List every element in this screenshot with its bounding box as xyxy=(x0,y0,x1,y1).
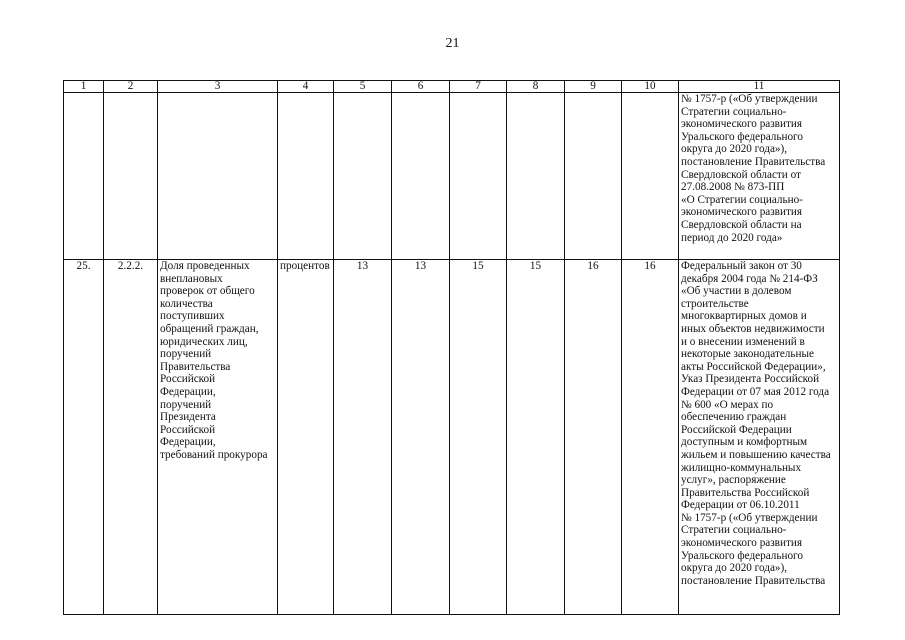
header-cell: 8 xyxy=(507,81,565,93)
value-cell: 15 xyxy=(450,260,507,615)
text-line: № 1757-р («Об утверждении xyxy=(681,511,818,524)
text-line: округа до 2020 года»), xyxy=(681,562,788,575)
text-line: обеспечению граждан xyxy=(681,411,787,424)
value-cell: 13 xyxy=(334,260,392,615)
header-cell: 11 xyxy=(679,81,840,93)
text-line: Стратегии социально- xyxy=(681,105,787,118)
text-line: строительстве xyxy=(681,297,749,310)
text-line: Стратегии социально- xyxy=(681,524,787,537)
cell-empty xyxy=(622,93,679,260)
text-line: Правительства xyxy=(160,360,231,373)
text-line: постановление Правительства xyxy=(681,574,826,587)
text-line: период до 2020 года» xyxy=(681,231,783,244)
value-cell: 15 xyxy=(507,260,565,615)
text-line: Президента xyxy=(160,411,216,424)
row-number-cell: 25. xyxy=(64,260,104,615)
header-cell: 7 xyxy=(450,81,507,93)
text-line: постановление Правительства xyxy=(681,155,826,168)
text-line: Правительства Российской xyxy=(681,486,810,499)
text-line: и о внесении изменений в xyxy=(681,335,805,348)
table-row-25 xyxy=(64,260,840,615)
header-row xyxy=(64,81,840,93)
header-cell: 10 xyxy=(622,81,679,93)
text-line: Федеральный закон от 30 xyxy=(681,260,802,272)
text-line: «Об участии в долевом xyxy=(681,285,792,298)
text-line: количества xyxy=(160,297,213,310)
text-line: поручений xyxy=(160,348,212,361)
text-line: поручений xyxy=(160,398,212,411)
text-line: округа до 2020 года»), xyxy=(681,143,788,156)
cell-empty xyxy=(104,93,158,260)
text-line: жильем и повышению качества xyxy=(681,448,831,461)
cell-empty xyxy=(392,93,450,260)
header-cell: 9 xyxy=(565,81,622,93)
text-line: юридических лиц, xyxy=(160,335,248,348)
cell-empty xyxy=(64,93,104,260)
text-line: обращений граждан, xyxy=(160,322,259,335)
text-line: жилищно-коммунальных xyxy=(681,461,802,474)
text-line: Российской Федерации xyxy=(681,423,792,436)
unit-cell: процентов xyxy=(278,260,334,615)
header-cell: 1 xyxy=(64,81,104,93)
value-cell: 16 xyxy=(622,260,679,615)
text-line: № 1757-р («Об утверждении xyxy=(681,93,818,105)
table-row-continuation xyxy=(64,93,840,260)
text-line: Федерации от 07 мая 2012 года xyxy=(681,385,830,398)
text-line: некоторые законодательные xyxy=(681,348,814,361)
text-line: требований прокурора xyxy=(160,448,268,461)
page-number: 21 xyxy=(445,36,460,51)
text-line: акты Российской Федерации», xyxy=(681,360,826,373)
value-cell: 13 xyxy=(392,260,450,615)
text-line: Федерации, xyxy=(160,436,216,449)
text-line: № 600 «О мерах по xyxy=(681,398,774,411)
text-line: Федерации, xyxy=(160,385,216,398)
header-cell: 5 xyxy=(334,81,392,93)
text-line: поступивших xyxy=(160,310,225,323)
header-cell: 3 xyxy=(158,81,278,93)
indicator-name-cell xyxy=(158,260,278,615)
cell-empty xyxy=(278,93,334,260)
text-line: Уральского федерального xyxy=(681,130,803,143)
header-cell: 6 xyxy=(392,81,450,93)
cell-empty xyxy=(334,93,392,260)
text-line: Российской xyxy=(160,373,216,386)
text-line: проверок от общего xyxy=(160,285,255,298)
text-line: услуг», распоряжение xyxy=(681,474,786,487)
text-line: экономического развития xyxy=(681,206,802,219)
text-line: экономического развития xyxy=(681,537,802,550)
text-line: многоквартирных домов и xyxy=(681,310,807,323)
text-line: Свердловской области на xyxy=(681,218,802,231)
text-line: Уральского федерального xyxy=(681,549,803,562)
text-line: Российской xyxy=(160,423,216,436)
text-line: 27.08.2008 № 873-ПП xyxy=(681,181,785,194)
cell-empty xyxy=(158,93,278,260)
value-cell: 16 xyxy=(565,260,622,615)
cell-empty xyxy=(450,93,507,260)
code-cell: 2.2.2. xyxy=(104,260,158,615)
header-cell: 4 xyxy=(278,81,334,93)
text-line: экономического развития xyxy=(681,118,802,131)
text-line: внеплановых xyxy=(160,272,223,285)
legal-basis-cell xyxy=(679,260,840,615)
cell-empty xyxy=(565,93,622,260)
cell-empty xyxy=(507,93,565,260)
text-line: Указ Президента Российской xyxy=(681,373,820,386)
legal-basis-cell xyxy=(679,93,840,260)
text-line: Доля проведенных xyxy=(160,260,250,272)
indicators-table xyxy=(63,80,840,615)
text-line: «О Стратегии социально- xyxy=(681,193,803,206)
header-cell: 2 xyxy=(104,81,158,93)
text-line: декабря 2004 года № 214-ФЗ xyxy=(681,272,818,285)
text-line: Федерации от 06.10.2011 xyxy=(681,499,800,512)
text-line: иных объектов недвижимости xyxy=(681,322,825,335)
text-line: Свердловской области от xyxy=(681,168,801,181)
text-line: доступным и комфортным xyxy=(681,436,808,449)
